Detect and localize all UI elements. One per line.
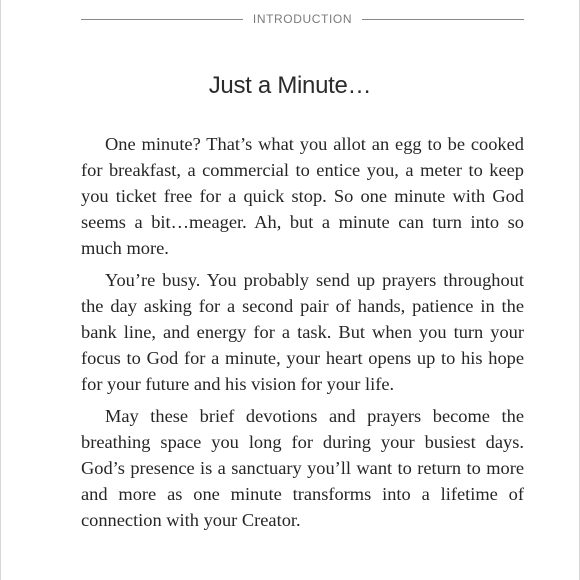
paragraph: One minute? That’s what you allot an egg to be cooked for breakfast, a commercial to entice you, a meter to keep you ticket free for a quick stop. So one minute with God seems a bit…meager. Ah, but a minute can turn into so much more. bbox=[81, 134, 524, 258]
paragraph: You’re busy. You probably send up prayers throughout the day asking for a second pair of hands, patience in the bank line, and energy for a task. But when you turn your focus to God for a minute, your heart opens up to his hope for your future and his vision for your life. bbox=[81, 270, 524, 394]
chapter-title: Just a Minute… bbox=[208, 72, 372, 99]
running-header bbox=[81, 9, 524, 29]
header-rule-left bbox=[81, 19, 243, 20]
section-label: INTRODUCTION bbox=[252, 12, 353, 26]
header-rule-right bbox=[362, 19, 524, 20]
body-text bbox=[81, 131, 524, 539]
paragraph: May these brief devotions and prayers become the breathing space you long for during your busiest days. God’s presence is a sanctuary you’ll want to return to more and more as one minute transforms into a lifetime of connection with your Creator. bbox=[81, 406, 524, 530]
